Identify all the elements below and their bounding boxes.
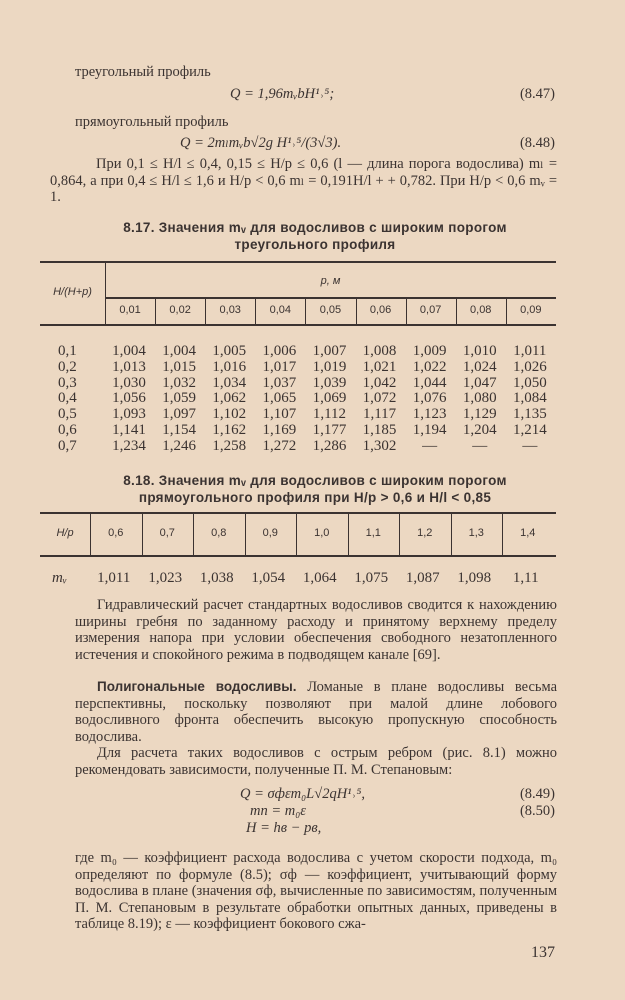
table-cell: 1,080	[462, 390, 497, 407]
column-header: 0,09	[520, 304, 542, 316]
equation-number-8-48: (8.48)	[519, 135, 555, 151]
table-cell: 1,010	[462, 343, 497, 359]
table-cell: 1,107	[262, 406, 297, 423]
divider	[502, 513, 503, 555]
table-8-18-row-header: H/p	[56, 527, 74, 539]
table-cell: 1,042	[362, 374, 397, 391]
table-cell: 1,021	[362, 358, 397, 375]
divider	[406, 299, 407, 324]
table-cell: 1,015	[162, 358, 197, 375]
paragraph-polygonal-weirs	[75, 679, 557, 745]
table-cell: 1,065	[262, 390, 297, 407]
table-8-17-caption: 8.17. Значения mᵥ для водосливов с широким порогом треугольного профиля	[123, 220, 507, 252]
table-cell: 1,102	[212, 406, 247, 423]
table-cell: 1,034	[212, 374, 247, 391]
label-rectangular-profile: прямоугольный профиль	[75, 114, 229, 130]
column-header: 0,06	[369, 304, 392, 316]
column-header: 0,7	[159, 527, 175, 539]
table-cell: 1,044	[412, 374, 447, 391]
table-cell: 1,030	[112, 374, 146, 391]
column-header: 1,3	[468, 527, 484, 539]
table-cell: 1,204	[462, 422, 497, 438]
table-cell: 1,169	[262, 422, 297, 438]
table-cell: 1,064	[302, 570, 337, 586]
table-cell: 1,093	[112, 406, 146, 423]
table-cell: 1,072	[362, 390, 397, 407]
label-triangular-profile: треугольный профиль	[75, 64, 211, 80]
table-cell: 1,112	[312, 406, 347, 423]
table-cell: 1,005	[212, 343, 247, 359]
column-header: 1,4	[520, 527, 536, 539]
equation-number-8-50: (8.50)	[519, 803, 555, 819]
row-label: 0,1	[58, 343, 77, 359]
table-cell: 1,135	[512, 406, 547, 423]
row-label: 0,3	[58, 374, 77, 391]
table-cell: 1,069	[312, 390, 347, 407]
table-cell: 1,302	[362, 437, 397, 454]
table-cell: 1,194	[412, 422, 447, 438]
column-header: 0,02	[169, 304, 191, 316]
column-header: 1,0	[314, 527, 330, 539]
divider	[456, 299, 457, 324]
paragraph-text: Ломаные в плане водосливы весьма перспективны, поскольку позволяют при малой длине лобового водосливного фронта обеспечить высокую пропускную способность водослива.	[75, 679, 558, 745]
table-cell: 1,11	[512, 570, 539, 586]
table-cell: 1,154	[162, 422, 197, 438]
equation-number-8-49: (8.49)	[519, 786, 555, 802]
table-cell: 1,258	[212, 437, 247, 454]
table-cell: 1,234	[112, 437, 146, 454]
table-cell: 1,013	[112, 358, 146, 375]
column-header: 0,05	[319, 304, 342, 316]
divider	[348, 513, 349, 555]
divider	[296, 513, 297, 555]
table-cell: 1,006	[262, 343, 297, 359]
column-header: 0,01	[119, 304, 141, 316]
divider	[245, 513, 246, 555]
column-header: 0,9	[262, 527, 278, 539]
equation-head: H = hв − pв,	[246, 820, 322, 836]
table-cell: 1,177	[312, 422, 347, 438]
table-cell: 1,024	[462, 358, 497, 375]
column-header: 0,07	[419, 304, 442, 316]
row-label: 0,6	[58, 422, 77, 438]
divider	[255, 299, 256, 324]
table-8-18-caption: 8.18. Значения mᵥ для водосливов с широким порогом прямоугольного профиля при H/p > 0,6 и H/l < 0,85	[123, 473, 507, 505]
divider	[40, 261, 556, 263]
table-cell: 1,011	[97, 570, 131, 586]
column-header: 0,08	[470, 304, 492, 316]
table-cell: 1,129	[462, 406, 497, 423]
table-cell: 1,162	[212, 422, 247, 438]
divider	[305, 299, 306, 324]
equation-8-48: Q = 2mₗmᵥb√2g H¹˒⁵/(3√3).	[180, 135, 342, 151]
equation-number-8-47: (8.47)	[519, 86, 555, 102]
table-cell: 1,272	[262, 437, 297, 454]
table-cell: 1,022	[412, 358, 447, 375]
table-cell: 1,075	[354, 570, 389, 586]
table-cell: —	[422, 437, 438, 454]
table-cell: 1,004	[112, 343, 146, 359]
table-cell: 1,117	[362, 406, 397, 423]
table-cell: 1,026	[512, 358, 547, 375]
table-cell: 1,032	[162, 374, 197, 391]
table-cell: 1,098	[457, 570, 492, 586]
column-header: 1,1	[365, 527, 381, 539]
table-cell: 1,017	[262, 358, 297, 375]
table-cell: 1,008	[362, 343, 397, 359]
table-cell: 1,016	[212, 358, 247, 375]
table-cell: 1,019	[312, 358, 347, 375]
table-cell: 1,059	[162, 390, 197, 407]
divider	[40, 555, 556, 557]
column-header: 0,04	[269, 304, 292, 316]
conditions-paragraph: При 0,1 ≤ H/l ≤ 0,4, 0,15 ≤ H/p ≤ 0,6 (l — длина порога водослива) mₗ = 0,864, а при 0,4 ≤ H/l ≤ 1,6 и H/p < 0,6 mₗ = 0,191H/l + + 0,782. При H/p < 0,6 mᵥ = 1.	[50, 156, 557, 205]
paragraph-hydraulic-calculation: Гидравлический расчет стандартных водосливов сводится к нахождению ширины гребня по заданному расходу и принятому верхнему пределу измерения напора при условии обеспечения свободного незатопленного истечения и спокойного режима в подводящем канале [69].	[75, 597, 557, 663]
table-cell: 1,185	[362, 422, 397, 438]
table-cell: 1,246	[162, 437, 197, 454]
table-cell: 1,084	[512, 390, 547, 407]
divider	[506, 299, 507, 324]
table-cell: 1,009	[412, 343, 447, 359]
row-label: 0,5	[58, 406, 77, 423]
column-header: 0,03	[219, 304, 241, 316]
table-cell: 1,011	[513, 343, 547, 359]
divider	[205, 299, 206, 324]
divider	[40, 512, 556, 514]
table-cell: 1,097	[162, 406, 197, 423]
table-cell: 1,123	[412, 406, 447, 423]
divider	[142, 513, 143, 555]
table-cell: 1,214	[512, 422, 547, 438]
row-label: 0,7	[58, 437, 77, 454]
table-cell: 1,054	[251, 570, 286, 586]
table-8-17-group-header: p, м	[320, 275, 341, 287]
table-8-18-row-label: mᵥ	[52, 570, 68, 586]
table-cell: 1,050	[512, 374, 547, 391]
table-cell: 1,038	[199, 570, 234, 586]
divider	[399, 513, 400, 555]
divider	[40, 324, 556, 326]
table-cell: 1,076	[412, 390, 447, 407]
table-cell: 1,039	[312, 374, 347, 391]
table-cell: 1,004	[162, 343, 197, 359]
section-lead-heading: Полигональные водосливы.	[97, 679, 297, 694]
divider	[105, 297, 556, 299]
equation-8-50: mп = m₀ε	[250, 803, 306, 819]
page-number: 137	[531, 944, 555, 961]
table-cell: 1,141	[112, 422, 146, 438]
equation-8-49: Q = σфεm₀L√2qH¹˒⁵,	[240, 786, 366, 802]
equation-8-47: Q = 1,96mᵥbH¹˒⁵;	[230, 86, 335, 102]
table-cell: 1,007	[312, 343, 347, 359]
table-8-17-row-header: H/(H+p)	[53, 286, 92, 298]
row-label: 0,2	[58, 358, 77, 375]
table-cell: 1,062	[212, 390, 247, 407]
paragraph-definitions: где m₀ — коэффициент расхода водослива с учетом скорости подхода, m₀ определяют по формуле (8.5); σф — коэффициент, учитывающий форму водослива в плане (значения σф, вычисленные по зависимостям, полученным П. М. Степановым в результате обработки опытных данных, приведены в таблице 8.19); ε — коэффициент бокового сжа-	[75, 850, 557, 932]
table-cell: 1,047	[462, 374, 497, 391]
column-header: 1,2	[417, 527, 433, 539]
table-cell: —	[472, 437, 488, 454]
column-header: 0,6	[108, 527, 124, 539]
row-label: 0,4	[58, 390, 77, 407]
table-cell: 1,087	[405, 570, 440, 586]
table-cell: 1,023	[148, 570, 183, 586]
table-cell: —	[522, 437, 538, 454]
column-header: 0,8	[211, 527, 227, 539]
divider	[155, 299, 156, 324]
table-cell: 1,037	[262, 374, 297, 391]
paragraph-stepanov: Для расчета таких водосливов с острым ребром (рис. 8.1) можно рекомендовать зависимости, полученные П. М. Степановым:	[75, 745, 557, 778]
divider	[356, 299, 357, 324]
table-cell: 1,056	[112, 390, 146, 407]
divider	[451, 513, 452, 555]
table-cell: 1,286	[312, 437, 347, 454]
divider	[193, 513, 194, 555]
